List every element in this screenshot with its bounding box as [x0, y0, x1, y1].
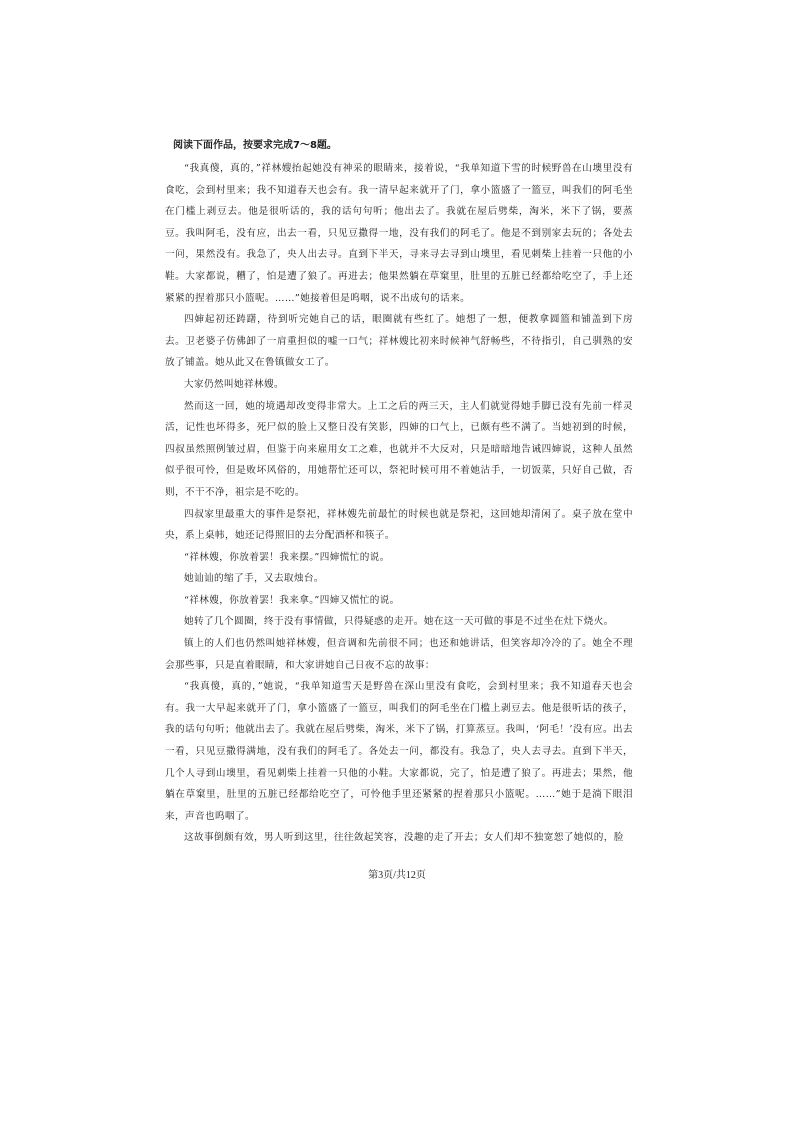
paragraph-12: 这故事倒颇有效，男人听到这里，往往敛起笑容，没趣的走了开去；女人们却不独宽恕了她似的，脸: [184, 832, 624, 844]
question-instruction: 阅读下面作品，按要求完成7～8题。: [173, 140, 337, 151]
paragraph-9: 她转了几个圆圈，终于没有事情做，只得疑惑的走开。她在这一天可做的事是不过坐在灶下烧火。: [184, 616, 614, 628]
paragraph-6: “祥林嫂，你放着罢！我来摆。”四婶慌忙的说。: [184, 551, 390, 563]
paragraph-1: “我真傻，真的，”祥林嫂抬起她没有神采的眼睛来，接着说，“我单知道下雪的时候野兽在山墺里没有食吃，会到村里来；我不知道春天也会有。我一清早起来就开了门，拿小篮盛了一篮豆，叫我们的阿毛坐在门槛上剥豆去。他是很听话的，我的话句句听；他出去了。我就在屋后劈柴，淘米，米下了锅，要蒸豆。我叫阿毛，没有应，出去一看，只见豆撒得一地，没有我们的阿毛了。他是不到别家去玩的；各处去一问，果然没有。我急了，央人出去寻。直到下半天，寻来寻去寻到山墺里，看见刺柴上挂着一只他的小鞋。大家都说，糟了，怕是遭了狼了。再进去；他果然躺在草窠里，肚里的五脏已经都给吃空了，手上还紧紧的捏着那只小篮呢。……”她接着但是呜咽，说不出成句的话来。: [165, 163, 633, 304]
paragraph-3: 大家仍然叫她祥林嫂。: [184, 378, 284, 390]
paragraph-10: 镇上的人们也仍然叫她祥林嫂，但音调和先前很不同；也还和她讲话，但笑容却冷冷的了。她全不理会那些事，只是直着眼睛，和大家讲她自己日夜不忘的故事：: [165, 638, 633, 671]
paragraph-11: “我真傻，真的，”她说，“我单知道雪天是野兽在深山里没有食吃，会到村里来；我不知道春天也会有。我一大早起来就开了门，拿小篮盛了一篮豆，叫我们的阿毛坐在门槛上剥豆去。他是很听话的孩子，我的话句句听；他就出去了。我就在屋后劈柴，淘米，米下了锅，打算蒸豆。我叫，‘阿毛！’没有应。出去一看，只见豆撒得满地，没有我们的阿毛了。各处去一问，都没有。我急了，央人去寻去。直到下半天，几个人寻到山墺里，看见刺柴上挂着一只他的小鞋。大家都说，完了，怕是遭了狼了。再进去；果然，他躺在草窠里，肚里的五脏已经都给吃空了，可怜他手里还紧紧的捏着那只小篮呢。……”她于是淌下眼泪来，声音也呜咽了。: [165, 681, 633, 822]
paragraph-2: 四婶起初还踌躇，待到听完她自己的话，眼圈就有些红了。她想了一想，便教拿圆篮和铺盖到下房去。卫老婆子仿佛卸了一肩重担似的嘘一口气；祥林嫂比初来时候神气舒畅些，不待指引，自己驯熟的安放了铺盖。她从此又在鲁镇做女工了。: [165, 314, 633, 369]
paragraph-8: “祥林嫂，你放着罢！我来拿。”四婶又慌忙的说。: [184, 594, 400, 606]
paragraph-4: 然而这一回，她的境遇却改变得非常大。上工之后的两三天，主人们就觉得她手脚已没有先前一样灵活，记性也坏得多，死尸似的脸上又整日没有笑影，四婶的口气上，已颇有些不满了。当她初到的时候，四叔虽然照例皱过眉，但鉴于向来雇用女工之难，也就并不大反对，只是暗暗地告诫四婶说，这种人虽然似乎很可怜，但是败坏风俗的，用她帮忙还可以，祭祀时候可用不着她沾手，一切饭菜，只好自己做，否则，不干不净，祖宗是不吃的。: [165, 400, 633, 498]
reading-passage: [165, 136, 633, 849]
paragraph-7: 她讪讪的缩了手，又去取烛台。: [184, 573, 324, 585]
page-number: 第3页/共12页: [368, 870, 426, 881]
paragraph-5: 四叔家里最重大的事件是祭祀，祥林嫂先前最忙的时候也就是祭祀，这回她却清闲了。桌子放在堂中央，系上桌帏，她还记得照旧的去分配酒杯和筷子。: [165, 508, 633, 542]
